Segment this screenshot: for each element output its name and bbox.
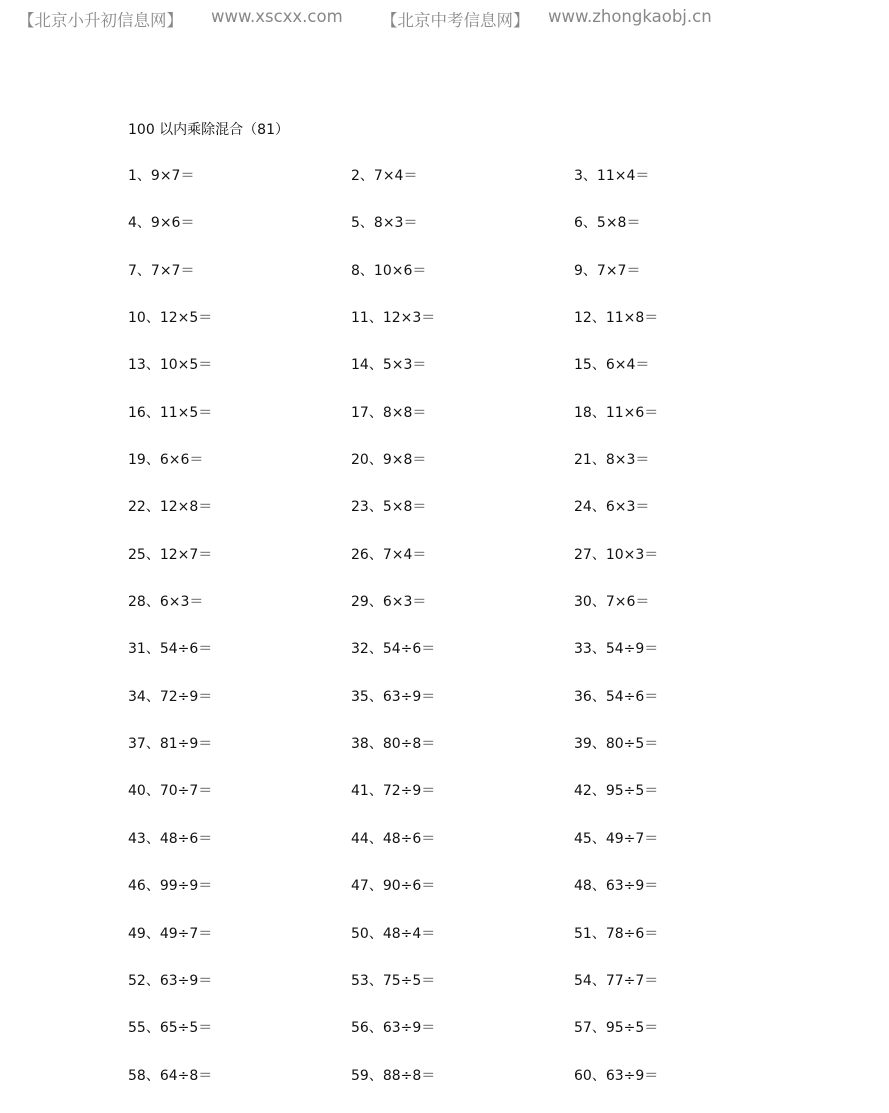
- problem-item: 60、63÷9＝: [574, 1067, 659, 1084]
- problem-item: 19、6×6＝: [128, 452, 204, 469]
- problem-item: 23、5×8＝: [351, 499, 427, 516]
- problem-row: [128, 829, 808, 876]
- problem-item: 6、5×8＝: [574, 215, 641, 232]
- problem-row: [128, 1018, 808, 1065]
- problem-item: 1、9×7＝: [128, 168, 195, 184]
- problem-item: 44、48÷6＝: [351, 830, 436, 847]
- problem-item: 27、10×3＝: [574, 546, 659, 563]
- problem-row: [128, 734, 808, 781]
- problem-item: 43、48÷6＝: [128, 830, 213, 847]
- problem-item: 7、7×7＝: [128, 262, 195, 279]
- problem-item: 31、54÷6＝: [128, 641, 213, 658]
- problem-item: 12、11×8＝: [574, 310, 659, 327]
- problem-item: 58、64÷8＝: [128, 1067, 213, 1084]
- problem-row: [128, 924, 808, 971]
- problem-item: 47、90÷6＝: [351, 878, 436, 895]
- header-url-1[interactable]: www.xscxx.com: [211, 7, 343, 26]
- problem-row: [128, 876, 808, 923]
- problem-item: 50、48÷4＝: [351, 925, 436, 942]
- problem-item: 11、12×3＝: [351, 310, 436, 327]
- problem-item: 20、9×8＝: [351, 452, 427, 469]
- problem-item: 13、10×5＝: [128, 357, 213, 374]
- problem-item: 53、75÷5＝: [351, 972, 436, 989]
- problem-item: 10、12×5＝: [128, 310, 213, 327]
- problem-row: [128, 261, 808, 308]
- problem-item: 32、54÷6＝: [351, 641, 436, 658]
- problem-item: 30、7×6＝: [574, 594, 650, 611]
- problem-item: 18、11×6＝: [574, 404, 659, 421]
- problem-item: 36、54÷6＝: [574, 688, 659, 705]
- problem-item: 48、63÷9＝: [574, 878, 659, 895]
- problem-row: [128, 592, 808, 639]
- problem-row: [128, 687, 808, 734]
- problem-item: 5、8×3＝: [351, 215, 418, 232]
- problem-item: 54、77÷7＝: [574, 972, 659, 989]
- problem-item: 49、49÷7＝: [128, 925, 213, 942]
- problem-row: [128, 308, 808, 355]
- problem-item: 34、72÷9＝: [128, 688, 213, 705]
- header-url-2[interactable]: www.zhongkaobj.cn: [548, 7, 712, 26]
- problem-item: 28、6×3＝: [128, 594, 204, 611]
- problem-row: [128, 213, 808, 260]
- worksheet-title: 100 以内乘除混合（81）: [128, 122, 289, 138]
- problem-item: 46、99÷9＝: [128, 878, 213, 895]
- problem-item: 9、7×7＝: [574, 262, 641, 279]
- problem-item: 39、80÷5＝: [574, 736, 659, 753]
- problem-item: 55、65÷5＝: [128, 1020, 213, 1037]
- problem-item: 33、54÷9＝: [574, 641, 659, 658]
- problem-row: [128, 450, 808, 497]
- problem-item: 2、7×4＝: [351, 168, 418, 184]
- problem-item: 40、70÷7＝: [128, 783, 213, 800]
- problem-item: 25、12×7＝: [128, 546, 213, 563]
- problem-row: [128, 497, 808, 544]
- problem-grid: [128, 166, 808, 1113]
- problem-item: 29、6×3＝: [351, 594, 427, 611]
- problem-item: 8、10×6＝: [351, 262, 427, 279]
- problem-item: 3、11×4＝: [574, 168, 650, 184]
- problem-row: [128, 1066, 808, 1113]
- problem-item: 57、95÷5＝: [574, 1020, 659, 1037]
- problem-item: 14、5×3＝: [351, 357, 427, 374]
- problem-item: 42、95÷5＝: [574, 783, 659, 800]
- header-site-name-2: 【北京中考信息网】: [381, 11, 530, 30]
- problem-item: 24、6×3＝: [574, 499, 650, 516]
- problem-item: 35、63÷9＝: [351, 688, 436, 705]
- problem-item: 4、9×6＝: [128, 215, 195, 232]
- problem-item: 21、8×3＝: [574, 452, 650, 469]
- problem-item: 22、12×8＝: [128, 499, 213, 516]
- page-header: [18, 7, 712, 31]
- problem-item: 52、63÷9＝: [128, 972, 213, 989]
- problem-item: 17、8×8＝: [351, 404, 427, 421]
- problem-item: 15、6×4＝: [574, 357, 650, 374]
- problem-item: 37、81÷9＝: [128, 736, 213, 753]
- problem-item: 41、72÷9＝: [351, 783, 436, 800]
- problem-item: 51、78÷6＝: [574, 925, 659, 942]
- problem-row: [128, 971, 808, 1018]
- problem-item: 38、80÷8＝: [351, 736, 436, 753]
- problem-row: [128, 781, 808, 828]
- problem-row: [128, 403, 808, 450]
- problem-item: 26、7×4＝: [351, 546, 427, 563]
- problem-row: [128, 166, 808, 213]
- problem-row: [128, 355, 808, 402]
- problem-item: 59、88÷8＝: [351, 1067, 436, 1084]
- problem-item: 56、63÷9＝: [351, 1020, 436, 1037]
- problem-row: [128, 545, 808, 592]
- problem-item: 16、11×5＝: [128, 404, 213, 421]
- problem-item: 45、49÷7＝: [574, 830, 659, 847]
- problem-row: [128, 639, 808, 686]
- header-site-name-1: 【北京小升初信息网】: [18, 11, 183, 30]
